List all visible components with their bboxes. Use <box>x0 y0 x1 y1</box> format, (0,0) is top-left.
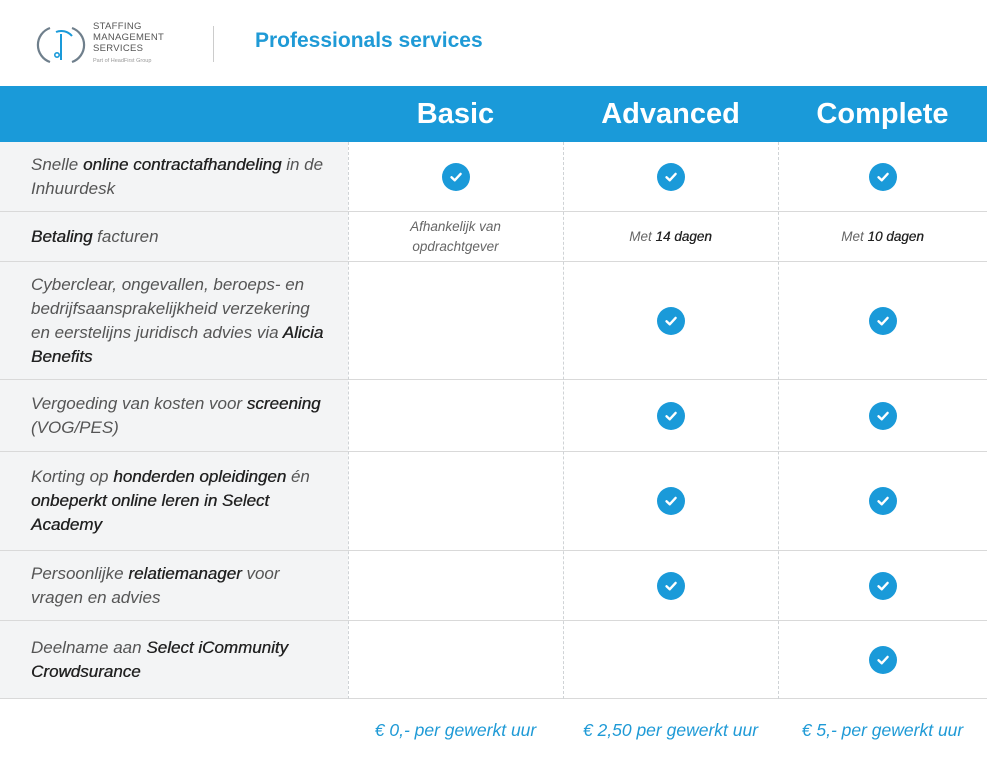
column-divider <box>563 142 564 699</box>
column-divider <box>778 142 779 699</box>
table-row <box>0 262 987 380</box>
logo-line: MANAGEMENT <box>93 32 165 43</box>
feature-label-text: in de Inhuurdesk <box>31 154 324 198</box>
price-cell-basic <box>348 700 563 761</box>
table-row <box>0 551 987 621</box>
check-circle-icon <box>869 572 897 600</box>
feature-label-text: facturen <box>92 226 159 246</box>
feature-label <box>31 562 328 610</box>
feature-label-text: Snelle <box>31 154 83 174</box>
cell-basic <box>348 452 563 550</box>
cell-basic <box>348 142 563 211</box>
feature-label-text: Deelname aan <box>31 637 147 657</box>
feature-label-text: Persoonlijke <box>31 563 129 583</box>
check-circle-icon <box>657 163 685 191</box>
cell-text <box>841 227 924 247</box>
feature-label-emphasis: honderden opleidingen <box>113 467 287 486</box>
table-row <box>0 142 987 212</box>
cell-text <box>629 227 712 247</box>
plan-basic-heading: Basic <box>416 98 495 130</box>
feature-label-text: én <box>286 467 310 486</box>
price-basic: € 0,- per gewerkt uur <box>374 720 537 740</box>
table-row <box>0 380 987 452</box>
check-circle-icon <box>869 163 897 191</box>
feature-label <box>31 392 328 440</box>
cell-text-value: 10 dagen <box>867 228 924 244</box>
check-circle-icon <box>869 402 897 430</box>
cell-text-value: 14 dagen <box>655 228 712 244</box>
cell-complete <box>778 212 987 261</box>
cell-advanced <box>563 621 778 698</box>
cell-advanced <box>563 380 778 451</box>
logo-wordmark <box>93 21 164 54</box>
feature-label <box>31 636 328 684</box>
cell-text-prefix: Met <box>841 228 868 244</box>
feature-label-cell <box>0 621 348 698</box>
feature-label-cell <box>0 262 348 379</box>
plan-header-bar <box>0 86 987 142</box>
cell-complete <box>778 551 987 620</box>
column-divider <box>348 142 349 699</box>
check-circle-icon <box>657 572 685 600</box>
check-circle-icon <box>869 307 897 335</box>
feature-label-emphasis: screening <box>246 393 321 413</box>
feature-label-emphasis: Betaling <box>31 226 93 246</box>
feature-label-text: Vergoeding van kosten voor <box>31 393 247 413</box>
cell-complete <box>778 262 987 379</box>
feature-label <box>31 153 328 201</box>
logo-subtitle: Part of HeadFirst Group <box>93 58 152 64</box>
page-title: Professionals services <box>255 29 483 52</box>
price-cell-complete <box>778 700 987 761</box>
check-circle-icon <box>869 646 897 674</box>
cell-basic <box>348 262 563 379</box>
feature-label <box>31 225 328 249</box>
plan-advanced-heading: Advanced <box>601 98 740 130</box>
check-circle-icon <box>657 487 685 515</box>
logo-line: STAFFING <box>93 21 142 32</box>
cell-advanced <box>563 142 778 211</box>
feature-label-text: Cyberclear, ongevallen, beroeps- en bedrijfsaansprakelijkheid verzekering en eerstelijns juridisch advies via <box>31 274 310 342</box>
cell-complete <box>778 621 987 698</box>
feature-label-emphasis: onbeperkt online leren in Select Academy <box>31 491 270 534</box>
feature-label-text: (VOG/PES) <box>31 417 119 437</box>
check-circle-icon <box>657 307 685 335</box>
logo-mark-icon <box>36 22 86 68</box>
feature-label-text: Korting op <box>31 467 114 486</box>
header <box>0 0 987 86</box>
price-advanced: € 2,50 per gewerkt uur <box>582 720 759 740</box>
feature-label-cell <box>0 551 348 620</box>
cell-basic <box>348 551 563 620</box>
cell-advanced <box>563 551 778 620</box>
cell-advanced <box>563 212 778 261</box>
feature-label-cell <box>0 212 348 261</box>
check-circle-icon <box>869 487 897 515</box>
check-circle-icon <box>442 163 470 191</box>
table-row <box>0 452 987 551</box>
table-row <box>0 621 987 699</box>
cell-advanced <box>563 452 778 550</box>
feature-label-cell <box>0 452 348 550</box>
plan-complete-heading: Complete <box>816 98 949 130</box>
logo-line: SERVICES <box>93 43 144 54</box>
cell-text-prefix: Met <box>629 228 656 244</box>
feature-label <box>31 273 328 369</box>
feature-label-emphasis: Alicia Benefits <box>31 322 324 366</box>
price-cell-advanced <box>563 700 778 761</box>
company-logo[interactable] <box>36 20 176 70</box>
feature-label-cell <box>0 142 348 211</box>
price-row <box>0 700 987 761</box>
cell-basic <box>348 621 563 698</box>
cell-basic <box>348 212 563 261</box>
feature-label-cell <box>0 380 348 451</box>
feature-label-emphasis: online contractafhandeling <box>82 154 282 174</box>
cell-text: Afhankelijk van opdrachtgever <box>410 218 501 254</box>
cell-complete <box>778 380 987 451</box>
cell-basic <box>348 380 563 451</box>
price-complete: € 5,- per gewerkt uur <box>801 720 964 740</box>
cell-advanced <box>563 262 778 379</box>
header-divider <box>213 26 214 62</box>
cell-complete <box>778 142 987 211</box>
cell-complete <box>778 452 987 550</box>
check-circle-icon <box>657 402 685 430</box>
table-row <box>0 212 987 262</box>
feature-label-emphasis: Select iCommunity Crowdsurance <box>31 637 289 681</box>
feature-label <box>31 465 328 537</box>
feature-label-text: voor vragen en advies <box>31 563 280 607</box>
feature-label-emphasis: relatiemanager <box>128 563 242 583</box>
